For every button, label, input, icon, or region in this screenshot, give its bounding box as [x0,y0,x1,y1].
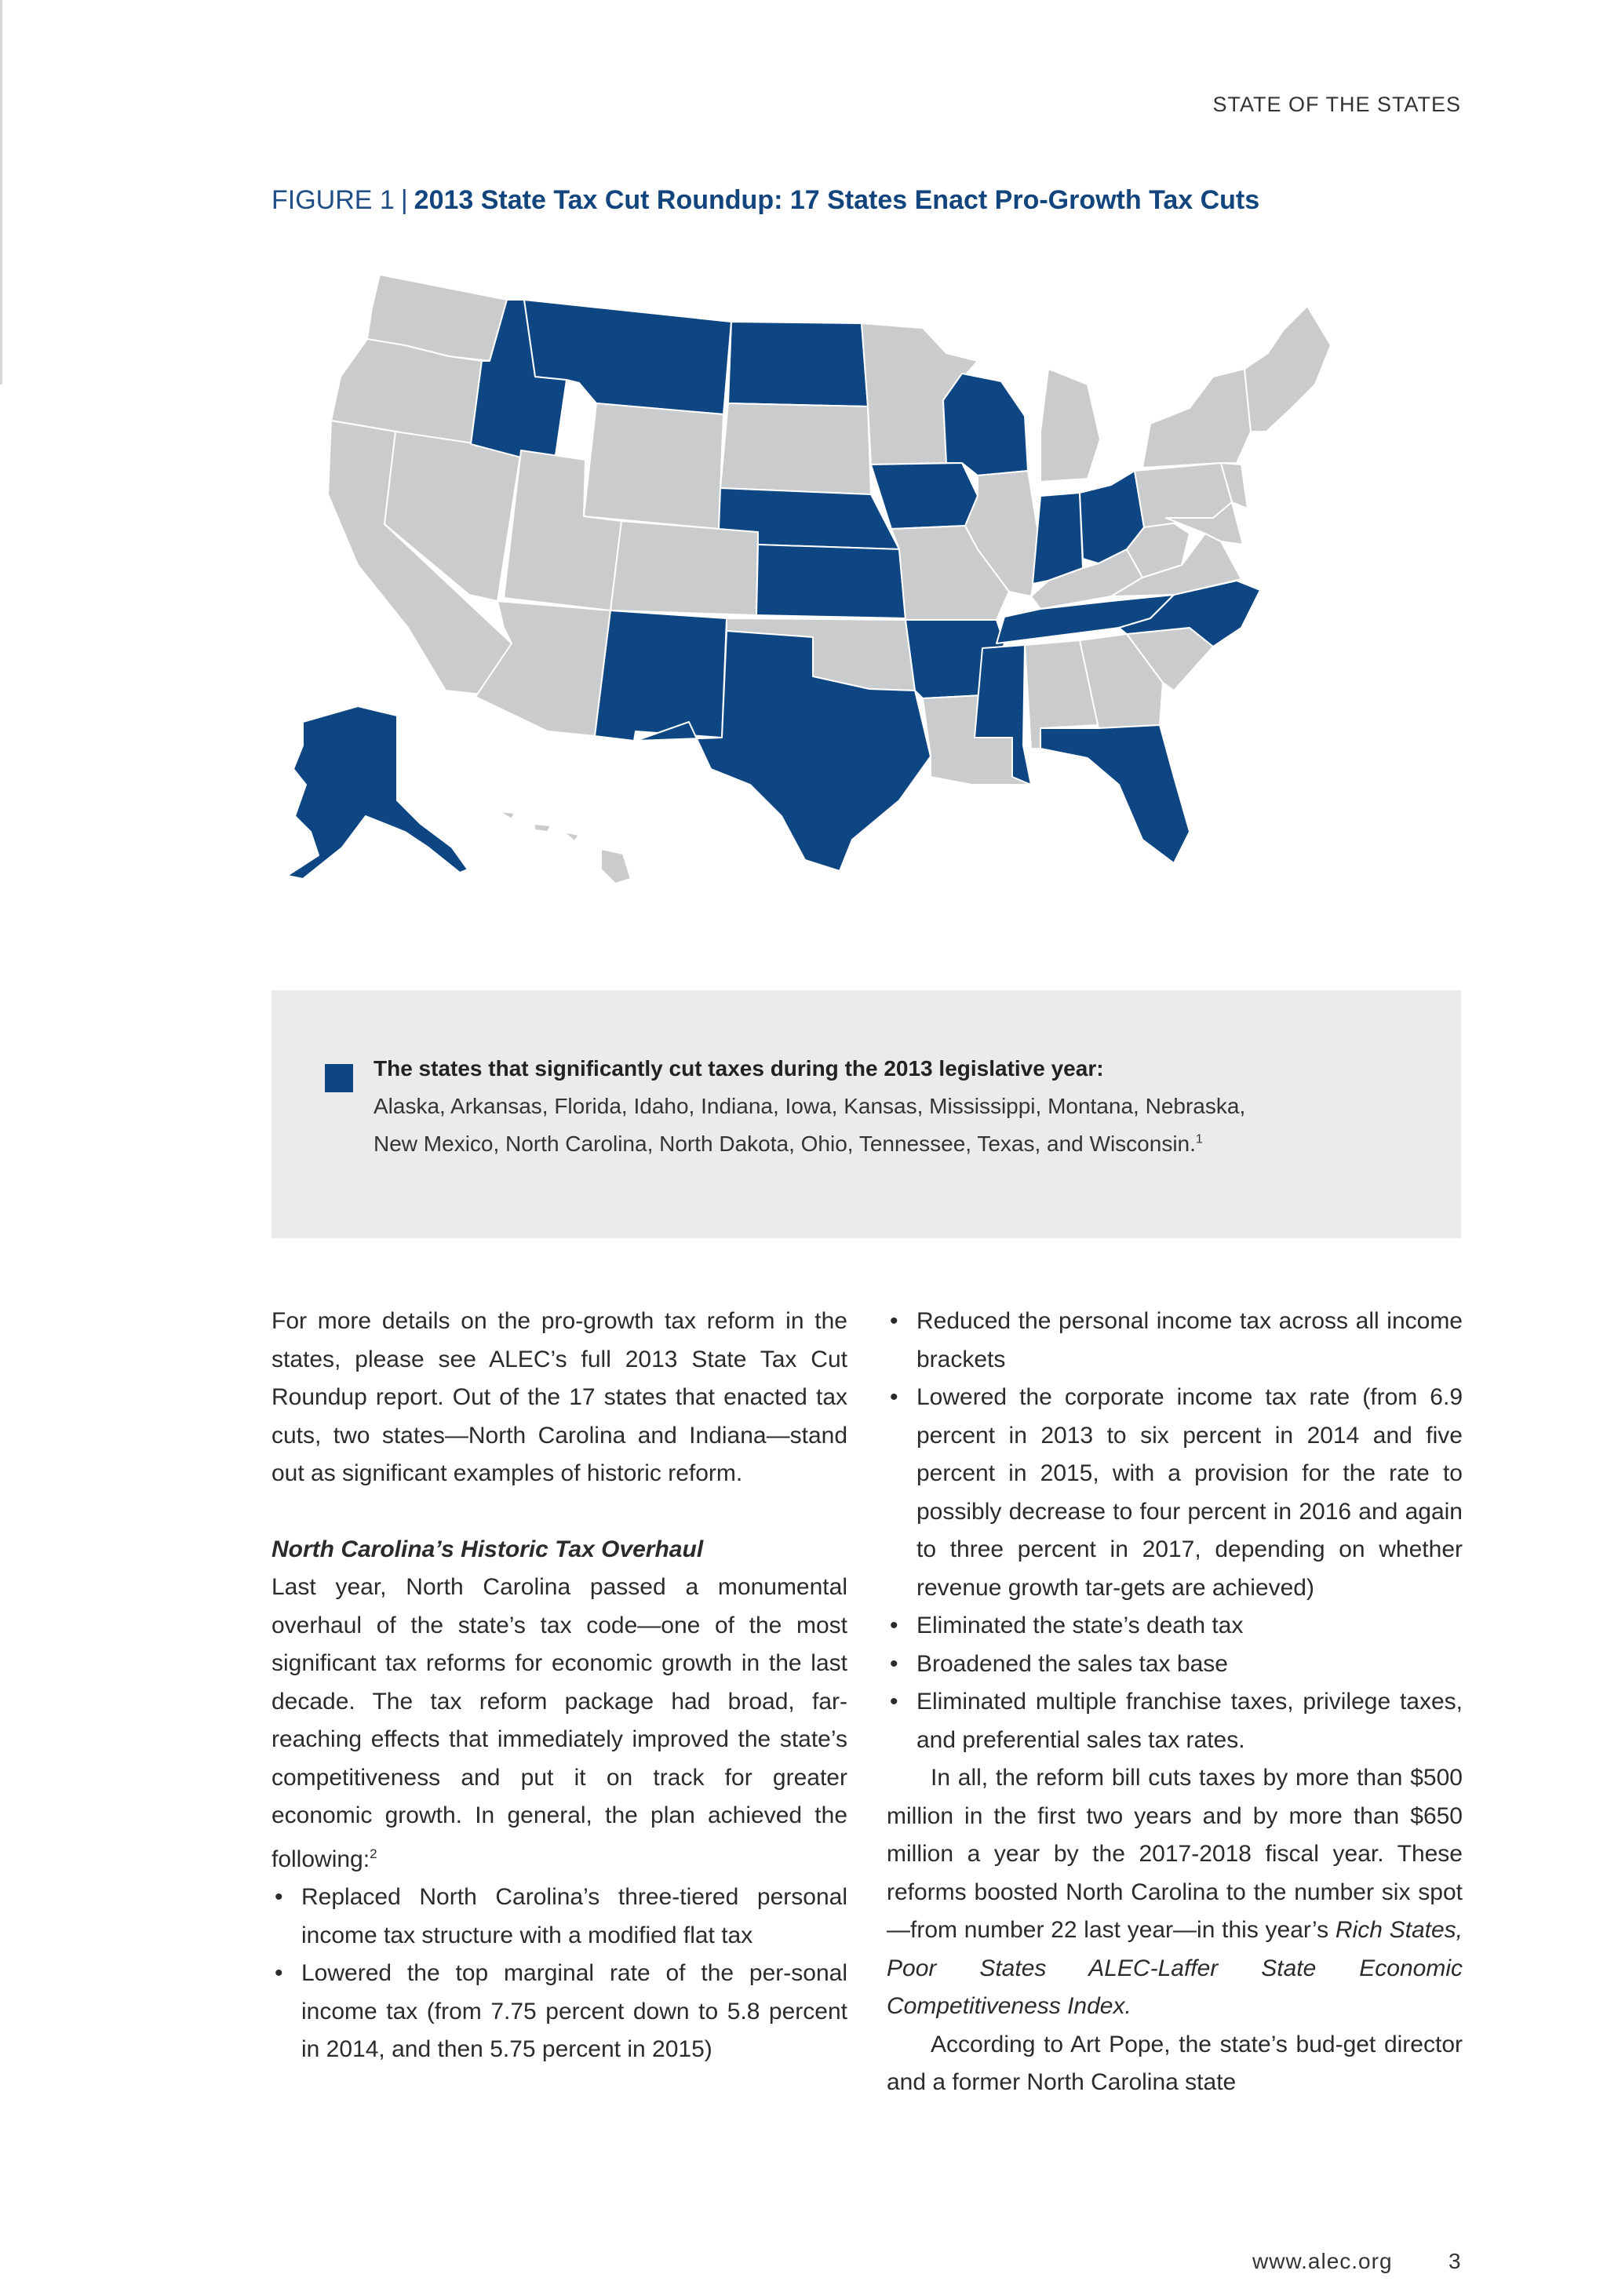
index-title: Rich States, Poor States ALEC-Laffer State Economic Competitiveness Index. [887,1917,1463,2019]
running-head: STATE OF THE STATES [1212,93,1461,116]
figure-label: FIGURE 1 [271,185,395,215]
list-item: • Broadened the sales tax base [887,1645,1463,1684]
page-number: 3 [1448,2249,1461,2273]
footnote-marker: 2 [370,1846,377,1861]
list-item: • Eliminated multiple franchise taxes, privilege taxes, and preferential sales tax rates. [887,1683,1463,1759]
list-item: • Lowered the top marginal rate of the per-sonal income tax (from 7.75 percent down to 5.8 percent in 2014, and then 5.75 percent in 2015) [271,1955,847,2069]
state-kansas [756,545,906,618]
results-text: In all, the reform bill cuts taxes by more than $500 million in the first two years and by more than $650 million a year by the 2017-2018 fiscal year. These reforms boosted North Carolina to the number six spot—from number 22 last year—in this year’s [887,1765,1463,1943]
state-alaska [287,706,468,879]
body-column-right [887,1303,1463,2102]
state-wyoming [584,403,723,529]
figure-separator: | [400,185,408,215]
overhaul-text: Last year, North Carolina passed a monumental overhaul of the state’s tax code—one of the most significant tax reforms for economic growth in the last decade. The tax reform package had broad, far-reaching effects that immediately improved the state’s competitiveness and put it on track for greater economic growth. In general, the plan achieved the following: [271,1574,847,1872]
us-map [271,235,1461,990]
legend-footnote-marker: 1 [1195,1132,1203,1146]
figure-legend [271,990,1461,1238]
state-hawaii [499,811,631,884]
us-map-svg [271,235,1461,990]
state-new-mexico [595,610,727,741]
overhaul-paragraph [271,1569,847,1879]
state-iowa [871,463,978,529]
legend-states-line-2 [374,1132,1203,1157]
legend-states-text: New Mexico, North Carolina, North Dakota, Ohio, Tennessee, Texas, and Wisconsin. [374,1132,1196,1156]
state-arizona [476,601,610,736]
footer-url: www.alec.org [1252,2249,1393,2273]
state-south-dakota [720,403,871,494]
state-new-york [1142,369,1251,468]
state-new-england [1244,306,1331,432]
figure-title [271,185,1259,216]
list-item: • Replaced North Carolina’s three-tiered personal income tax structure with a modified flat tax [271,1879,847,1955]
state-north-dakota [728,322,868,406]
list-item: • Reduced the personal income tax across all income brackets [887,1303,1463,1379]
page-edge [0,0,2,384]
state-wisconsin [943,374,1028,476]
reform-list-right [887,1303,1463,1759]
state-florida [1040,725,1190,863]
legend-states-line-1: Alaska, Arkansas, Florida, Idaho, Indiana, Iowa, Kansas, Mississippi, Montana, Nebraska, [374,1094,1246,1118]
list-item: • Eliminated the state’s death tax [887,1607,1463,1645]
reform-list-left [271,1879,847,2069]
body-column-left [271,1303,847,2069]
figure-heading: 2013 State Tax Cut Roundup: 17 States Enact Pro-Growth Tax Cuts [414,185,1260,215]
section-heading: North Carolina’s Historic Tax Overhaul [271,1536,704,1562]
state-colorado [610,521,758,615]
legend-heading: The states that significantly cut taxes during the 2013 legislative year: [374,1056,1104,1081]
intro-paragraph: For more details on the pro-growth tax reform in the states, please see ALEC’s full 2013 State Tax Cut Roundup report. Out of the 17 states that enacted tax cuts, two states—North Carolina and Indiana—stand out as significant examples of historic reform. [271,1308,847,1486]
quote-intro-paragraph: According to Art Pope, the state’s bud-get director and a former North Carolina state [887,2031,1463,2095]
legend-swatch [325,1064,353,1092]
state-michigan [1040,369,1100,482]
list-item: • Lowered the corporate income tax rate (from 6.9 percent in 2013 to six percent in 2014 and five percent in 2015, with a provision for the rate to possibly decrease to four percent in 2016 and again to three percent in 2017, depending on whether revenue growth tar-gets are achieved) [887,1379,1463,1607]
results-paragraph [887,1759,1463,2026]
